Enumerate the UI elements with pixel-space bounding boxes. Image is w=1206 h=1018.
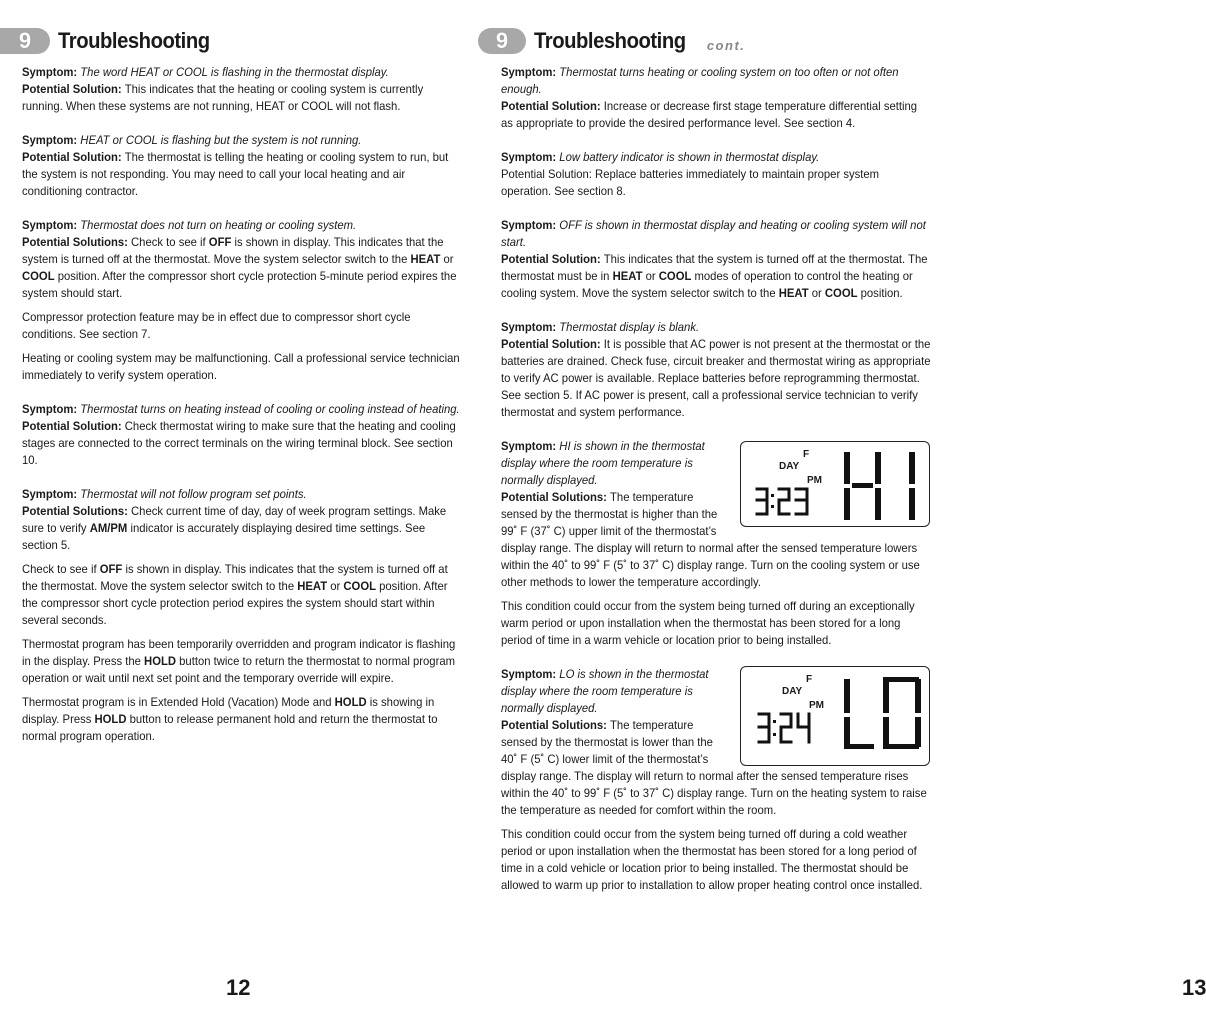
text-run: or xyxy=(642,269,659,283)
spacer xyxy=(501,591,932,598)
lcd-pm-indicator: PM xyxy=(809,700,824,711)
text-run: Thermostat program is in Extended Hold (Vacation) Mode and xyxy=(22,695,335,709)
spacer xyxy=(501,819,932,826)
text-run: Thermostat program has been temporarily overridden and program indicator is flashing in the display. Press the xyxy=(22,637,456,668)
bold-term: COOL xyxy=(22,269,55,283)
solution-line xyxy=(22,149,460,200)
symptom-text: Thermostat will not follow program set points. xyxy=(80,487,307,501)
symptom-label: Symptom: xyxy=(22,402,81,416)
symptom-label: Symptom: xyxy=(501,667,560,681)
page-number: 12 xyxy=(226,975,251,1000)
spacer xyxy=(501,302,932,319)
section-number: 9 xyxy=(18,28,32,53)
paragraph-text: This condition could occur from the system being turned off during an exceptionally warm period or upon installation when the thermostat has been stored for a long period of time in a warm vehicle or location prior to being installed. xyxy=(501,599,915,647)
lcd-display-lo xyxy=(740,666,930,766)
text-run: or xyxy=(327,579,344,593)
spacer xyxy=(22,343,460,350)
text-run: is shown in display. This indicates that the system is turned off at the thermostat. Move the system selector switch to the xyxy=(22,235,444,266)
text-run: position. After the compressor short cycle protection period expires the system should start within several seconds. xyxy=(22,579,448,627)
spacer xyxy=(22,629,460,636)
bold-term: COOL xyxy=(824,286,858,300)
symptom-label: Symptom: xyxy=(22,65,81,79)
lcd-time-digits xyxy=(757,489,807,514)
left-body xyxy=(22,64,462,745)
solution-label: Potential Solutions: xyxy=(501,718,611,732)
paragraph xyxy=(501,598,932,649)
lcd-segments-hi xyxy=(741,442,929,526)
lcd-pm-indicator: PM xyxy=(807,475,822,486)
solution-line xyxy=(22,418,460,469)
section-tab xyxy=(478,28,526,54)
paragraph-text: Compressor protection feature may be in effect due to compressor short cycle conditions. See section 7. xyxy=(22,310,411,341)
spacer xyxy=(22,554,460,561)
symptom-text: The word HEAT or COOL is flashing in the thermostat display. xyxy=(80,65,389,79)
solution-text: Increase or decrease first stage temperature differential setting as appropriate to provide the desired performance level. See section 4. xyxy=(501,99,918,130)
solution-line xyxy=(22,81,460,115)
right-header xyxy=(478,26,745,56)
solution-text: Potential Solution: Replace batteries immediately to maintain proper system operation. See section 8. xyxy=(501,167,880,198)
bold-term: HOLD xyxy=(144,654,177,668)
solution-label: Potential Solution: xyxy=(22,82,125,96)
text-run: button to release permanent hold and return the thermostat to normal program operation. xyxy=(22,712,438,743)
text-run: or xyxy=(808,286,825,300)
solution-text: It is possible that AC power is not present at the thermostat or the batteries are drained. Check fuse, circuit breaker and thermostat wiring as appropriate to verify AC power is available. Replace batteries before reprogramming thermostat. See section 5. If AC power is present, call a professional service technician to verify thermostat and system performance. xyxy=(501,337,931,419)
bold-term: HOLD xyxy=(334,695,367,709)
spacer xyxy=(22,115,460,132)
symptom-label: Symptom: xyxy=(501,65,560,79)
section-tab xyxy=(0,28,50,54)
page-title: Troubleshooting xyxy=(58,28,210,53)
lcd-reading-lo xyxy=(844,677,921,749)
text-run: is showing in display. Press xyxy=(22,695,435,726)
bold-term: HEAT xyxy=(297,579,328,593)
paragraph-text: This condition could occur from the system being turned off during a cold weather period or upon installation when the thermostat has been stored for a long period of time in a cold vehicle or location prior to being installed. The thermostat should be allowed to warm up prior to installation to allow proper heating control once installed. xyxy=(501,827,923,892)
symptom-label: Symptom: xyxy=(501,218,560,232)
spacer xyxy=(501,132,932,149)
solution-label: Potential Solutions: xyxy=(22,504,132,518)
solution-text: The temperature sensed by the thermostat is lower than the 40˚ F (5˚ C) lower limit of the thermostat’s display range. The display will return to normal after the sensed temperature rises within the 40˚ to 99˚ F (5˚ to 37˚ C) display range. Turn on the heating system to raise the temperature as needed for comfort within the room. xyxy=(501,718,927,817)
paragraph xyxy=(22,636,460,687)
symptom-line xyxy=(22,401,460,418)
symptom-label: Symptom: xyxy=(501,150,560,164)
spacer xyxy=(22,469,460,486)
solution-label: Potential Solution: xyxy=(501,252,604,266)
lcd-day-indicator: DAY xyxy=(779,461,800,472)
bold-term: COOL xyxy=(343,579,376,593)
page-number: 13 xyxy=(1182,975,1206,1000)
paragraph xyxy=(22,694,460,745)
lcd-display-hi xyxy=(740,441,930,527)
symptom-line xyxy=(22,217,460,234)
paragraph xyxy=(22,350,460,384)
symptom-text: OFF is shown in thermostat display and heating or cooling system will not start. xyxy=(501,218,926,249)
text-run: Check to see if xyxy=(131,235,209,249)
bold-term: COOL xyxy=(658,269,692,283)
bold-term: OFF xyxy=(99,562,123,576)
lcd-day-indicator: DAY xyxy=(782,686,803,697)
bold-term: OFF xyxy=(208,235,232,249)
solution-line xyxy=(501,251,932,302)
solution-label: Potential Solutions: xyxy=(501,490,611,504)
solution-line xyxy=(22,234,460,302)
text-run: or xyxy=(440,252,454,266)
bold-term: AM/PM xyxy=(89,521,128,535)
spacer xyxy=(501,649,932,666)
text-run: button twice to return the thermostat to normal program operation or wait until next set point and the temporary override will expire. xyxy=(22,654,456,685)
spacer xyxy=(22,687,460,694)
solution-text: This indicates that the heating or cooling system is currently running. When these systems are not running, HEAT or COOL will not flash. xyxy=(22,82,424,113)
spacer xyxy=(22,384,460,401)
bold-term: HOLD xyxy=(94,712,127,726)
symptom-line xyxy=(501,319,932,336)
symptom-text: LO is shown in the thermostat display where the room temperature is normally displayed. xyxy=(501,667,709,715)
symptom-text: Low battery indicator is shown in thermostat display. xyxy=(559,150,820,164)
solution-label: Potential Solution: xyxy=(501,337,604,351)
spacer xyxy=(22,200,460,217)
symptom-text: HI is shown in the thermostat display where the room temperature is normally displayed. xyxy=(501,439,705,487)
solution-text: The temperature sensed by the thermostat is higher than the 99˚ F (37˚ C) upper limit of the thermostat’s display range. The display will return to normal after the sensed temperature lowers within the 40˚ to 99˚ F (5˚ to 37˚ C) display range. Turn on the cooling system or use other methods to lower the temperature accordingly. xyxy=(501,490,920,589)
symptom-label: Symptom: xyxy=(501,439,560,453)
symptom-label: Symptom: xyxy=(22,218,81,232)
symptom-line xyxy=(22,132,460,149)
symptom-label: Symptom: xyxy=(22,487,81,501)
text-run: position. After the compressor short cycle protection 5-minute period expires the system should start. xyxy=(22,269,457,300)
left-header xyxy=(0,26,223,56)
symptom-line xyxy=(501,64,932,98)
section-number: 9 xyxy=(495,28,509,53)
symptom-line xyxy=(501,149,932,166)
solution-line xyxy=(501,166,932,200)
symptom-text: HEAT or COOL is flashing but the system is not running. xyxy=(80,133,362,147)
symptom-line xyxy=(22,64,460,81)
lcd-segments-lo xyxy=(741,667,929,765)
solution-text: The thermostat is telling the heating or cooling system to run, but the system is not responding. You may need to call your local heating and air conditioning contractor. xyxy=(22,150,449,198)
symptom-line xyxy=(501,217,932,251)
bold-term: HEAT xyxy=(410,252,441,266)
solution-text: Check thermostat wiring to make sure that the heating and cooling stages are connected to the correct terminals on the wiring terminal block. See section 10. xyxy=(22,419,456,467)
solution-label: Potential Solutions: xyxy=(22,235,132,249)
bold-term: HEAT xyxy=(612,269,643,283)
solution-line xyxy=(22,503,460,554)
lcd-time-digits xyxy=(759,714,809,742)
text-run: is shown in display. This indicates that the system is turned off at the thermostat. Move the system selector switch to the xyxy=(22,562,448,593)
paragraph xyxy=(22,561,460,629)
paragraph xyxy=(501,826,932,894)
lcd-f-indicator: F xyxy=(803,449,810,460)
solution-line xyxy=(501,336,932,421)
symptom-text: Thermostat display is blank. xyxy=(559,320,700,334)
solution-label: Potential Solution: xyxy=(22,419,125,433)
text-run: indicator is accurately displaying desired time settings. See section 5. xyxy=(22,521,426,552)
page-title: Troubleshooting xyxy=(534,28,686,53)
symptom-label: Symptom: xyxy=(22,133,81,147)
solution-line xyxy=(501,98,932,132)
paragraph-text: Heating or cooling system may be malfunctioning. Call a professional service technician immediately to verify system operation. xyxy=(22,351,460,382)
symptom-text: Thermostat turns heating or cooling system on too often or not often enough. xyxy=(501,65,899,96)
spacer xyxy=(22,302,460,309)
solution-label: Potential Solution: xyxy=(22,150,125,164)
bold-term: HEAT xyxy=(778,286,809,300)
symptom-label: Symptom: xyxy=(501,320,560,334)
title-suffix: cont. xyxy=(706,37,746,53)
text-run: position. xyxy=(857,286,903,300)
symptom-line xyxy=(22,486,460,503)
text-run: modes of operation to control the heating or cooling system. Move the system selector switch to the xyxy=(501,269,913,300)
lcd-reading-hi xyxy=(844,452,915,520)
symptom-text: Thermostat does not turn on heating or cooling system. xyxy=(80,218,357,232)
left-content xyxy=(22,64,460,745)
text-run: Check to see if xyxy=(22,562,100,576)
text-run: This indicates that the system is turned off at the thermostat. The thermostat must be in xyxy=(501,252,928,283)
spacer xyxy=(501,200,932,217)
symptom-text: Thermostat turns on heating instead of cooling or cooling instead of heating. xyxy=(80,402,460,416)
text-run: Check current time of day, day of week program settings. Make sure to verify xyxy=(22,504,447,535)
solution-label: Potential Solution: xyxy=(501,99,604,113)
spacer xyxy=(501,421,932,438)
lcd-f-indicator: F xyxy=(806,674,813,685)
paragraph xyxy=(22,309,460,343)
